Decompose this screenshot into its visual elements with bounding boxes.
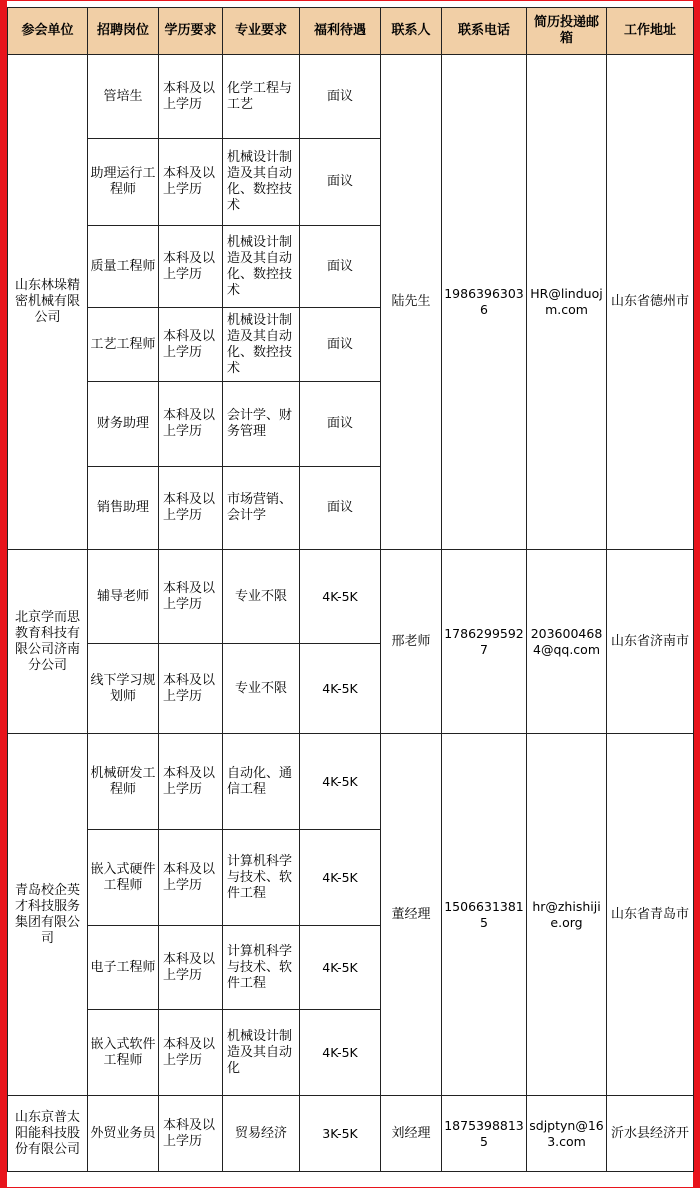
job-education: 本科及以上学历 [159,734,223,830]
job-major: 专业不限 [223,550,300,644]
job-education: 本科及以上学历 [159,550,223,644]
job-education: 本科及以上学历 [159,467,223,550]
contact-phone: 18753988135 [442,1096,527,1172]
job-benefit: 面议 [300,382,381,467]
job-education: 本科及以上学历 [159,1096,223,1172]
job-benefit: 4K-5K [300,1010,381,1096]
job-education: 本科及以上学历 [159,382,223,467]
job-education: 本科及以上学历 [159,644,223,734]
job-title: 助理运行工程师 [88,139,159,226]
job-title: 工艺工程师 [88,308,159,382]
contact-email[interactable]: sdjptyn@163.com [527,1096,607,1172]
job-education: 本科及以上学历 [159,308,223,382]
job-major: 会计学、财务管理 [223,382,300,467]
job-education: 本科及以上学历 [159,830,223,926]
header-phone: 联系电话 [442,8,527,55]
recruitment-table [7,7,694,1172]
job-education: 本科及以上学历 [159,1010,223,1096]
header-education: 学历要求 [159,8,223,55]
job-major: 贸易经济 [223,1096,300,1172]
work-address: 山东省青岛市 [607,734,694,1096]
job-benefit: 4K-5K [300,926,381,1010]
job-title: 辅导老师 [88,550,159,644]
table-row [8,550,694,644]
job-title: 财务助理 [88,382,159,467]
job-major: 计算机科学与技术、软件工程 [223,926,300,1010]
job-title: 电子工程师 [88,926,159,1010]
header-position: 招聘岗位 [88,8,159,55]
company-name: 山东林垛精密机械有限公司 [8,55,88,550]
job-major: 市场营销、会计学 [223,467,300,550]
contact-phone: 19863963036 [442,55,527,550]
work-address: 沂水县经济开 [607,1096,694,1172]
header-benefit: 福利待遇 [300,8,381,55]
header-email: 简历投递邮箱 [527,8,607,55]
job-benefit: 面议 [300,226,381,308]
job-benefit: 面议 [300,467,381,550]
job-title: 质量工程师 [88,226,159,308]
contact-email[interactable]: hr@zhishijie.org [527,734,607,1096]
job-benefit: 面议 [300,55,381,139]
contact-person: 邢老师 [381,550,442,734]
job-title: 嵌入式硬件工程师 [88,830,159,926]
job-title: 外贸业务员 [88,1096,159,1172]
job-benefit: 3K-5K [300,1096,381,1172]
job-benefit: 面议 [300,139,381,226]
job-major: 化学工程与工艺 [223,55,300,139]
job-education: 本科及以上学历 [159,226,223,308]
job-major: 机械设计制造及其自动化、数控技术 [223,308,300,382]
job-major: 专业不限 [223,644,300,734]
job-education: 本科及以上学历 [159,55,223,139]
header-company: 参会单位 [8,8,88,55]
contact-person: 陆先生 [381,55,442,550]
header-major: 专业要求 [223,8,300,55]
job-title: 嵌入式软件工程师 [88,1010,159,1096]
contact-person: 董经理 [381,734,442,1096]
job-major: 机械设计制造及其自动化、数控技术 [223,226,300,308]
contact-phone: 15066313815 [442,734,527,1096]
job-benefit: 面议 [300,308,381,382]
job-education: 本科及以上学历 [159,926,223,1010]
job-title: 管培生 [88,55,159,139]
table-row [8,1096,694,1172]
job-benefit: 4K-5K [300,830,381,926]
job-benefit: 4K-5K [300,734,381,830]
job-major: 计算机科学与技术、软件工程 [223,830,300,926]
job-major: 机械设计制造及其自动化 [223,1010,300,1096]
contact-email[interactable]: HR@linduojm.com [527,55,607,550]
job-major: 机械设计制造及其自动化、数控技术 [223,139,300,226]
job-benefit: 4K-5K [300,644,381,734]
company-name: 北京学而思教育科技有限公司济南分公司 [8,550,88,734]
job-title: 销售助理 [88,467,159,550]
header-address: 工作地址 [607,8,694,55]
company-name: 青岛校企英才科技服务集团有限公司 [8,734,88,1096]
contact-email[interactable]: 2036004684@qq.com [527,550,607,734]
job-title: 线下学习规划师 [88,644,159,734]
company-name: 山东京普太阳能科技股份有限公司 [8,1096,88,1172]
header-row [8,8,694,55]
table-row [8,734,694,830]
work-address: 山东省济南市 [607,550,694,734]
job-benefit: 4K-5K [300,550,381,644]
contact-phone: 17862995927 [442,550,527,734]
work-address: 山东省德州市 [607,55,694,550]
table-row [8,55,694,139]
contact-person: 刘经理 [381,1096,442,1172]
job-education: 本科及以上学历 [159,139,223,226]
job-major: 自动化、通信工程 [223,734,300,830]
job-title: 机械研发工程师 [88,734,159,830]
header-contact: 联系人 [381,8,442,55]
